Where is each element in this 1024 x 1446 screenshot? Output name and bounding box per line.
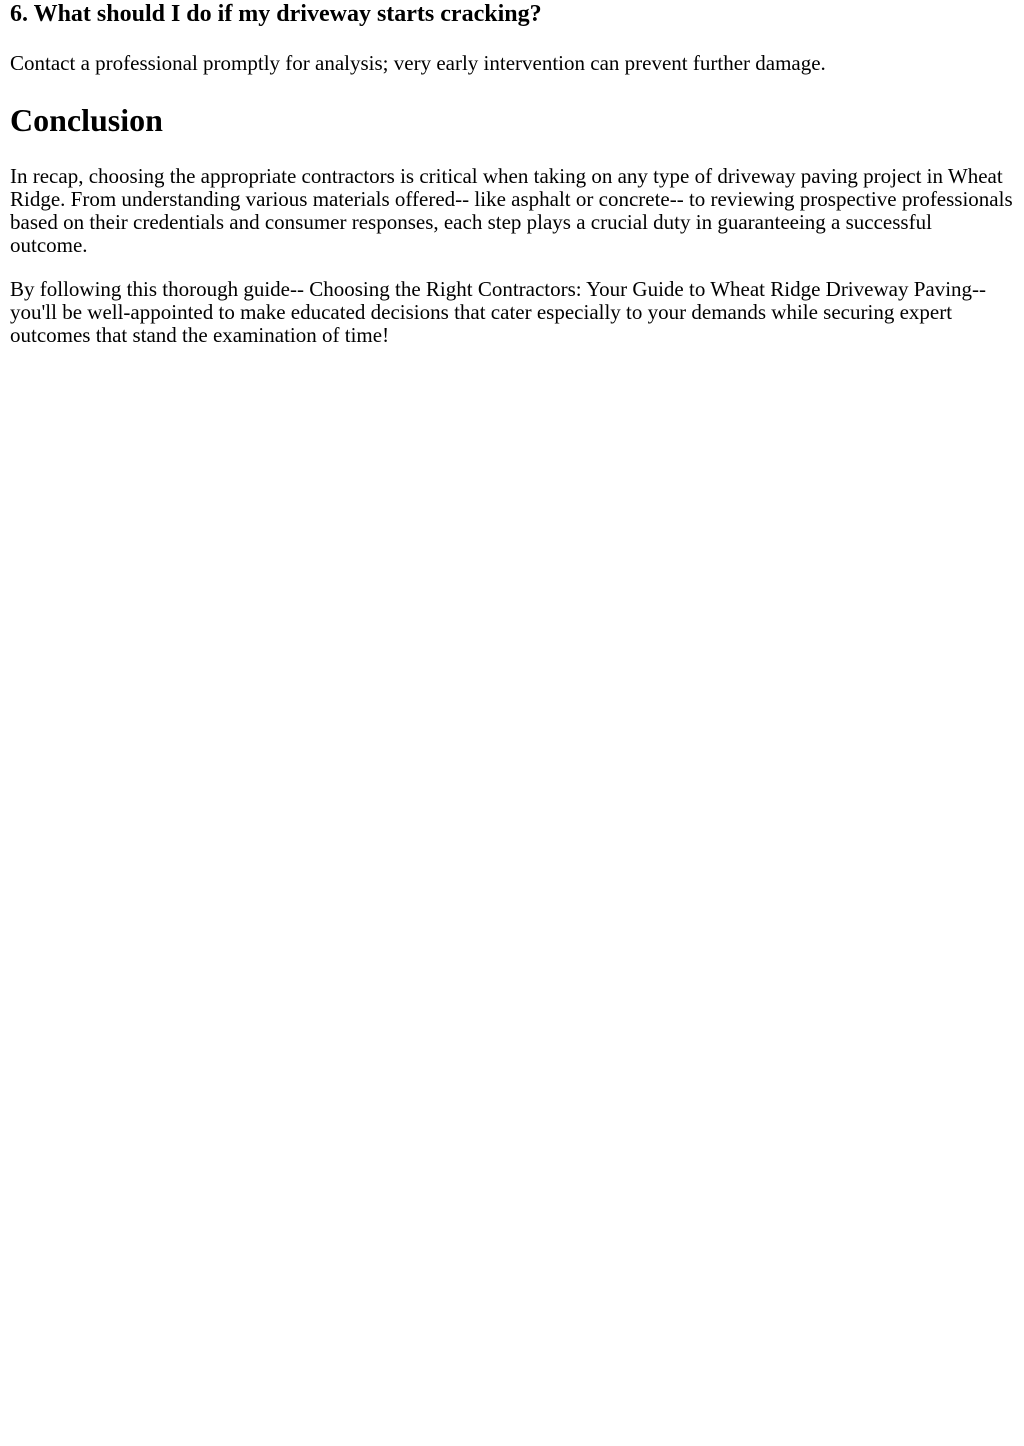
- conclusion-heading: Conclusion: [10, 102, 163, 138]
- conclusion-paragraph-1: In recap, choosing the appropriate contractors is critical when taking on any type of driveway paving project in Wheat Ridge. From understanding various materials offered-- like asphalt or concrete-- to reviewing prospective professionals based on their credentials and consumer responses, each step plays a crucial duty in guaranteeing a successful outcome.: [10, 164, 1013, 257]
- faq-question-heading: 6. What should I do if my driveway starts cracking?: [10, 1, 542, 27]
- conclusion-paragraph-2: By following this thorough guide-- Choosing the Right Contractors: Your Guide to Wheat Ridge Driveway Paving-- you'll be well-appointed to make educated decisions that cater especially to your demands while securing expert outcomes that stand the examination of time!: [10, 277, 987, 347]
- faq-answer: Contact a professional promptly for analysis; very early intervention can prevent further damage.: [10, 51, 826, 75]
